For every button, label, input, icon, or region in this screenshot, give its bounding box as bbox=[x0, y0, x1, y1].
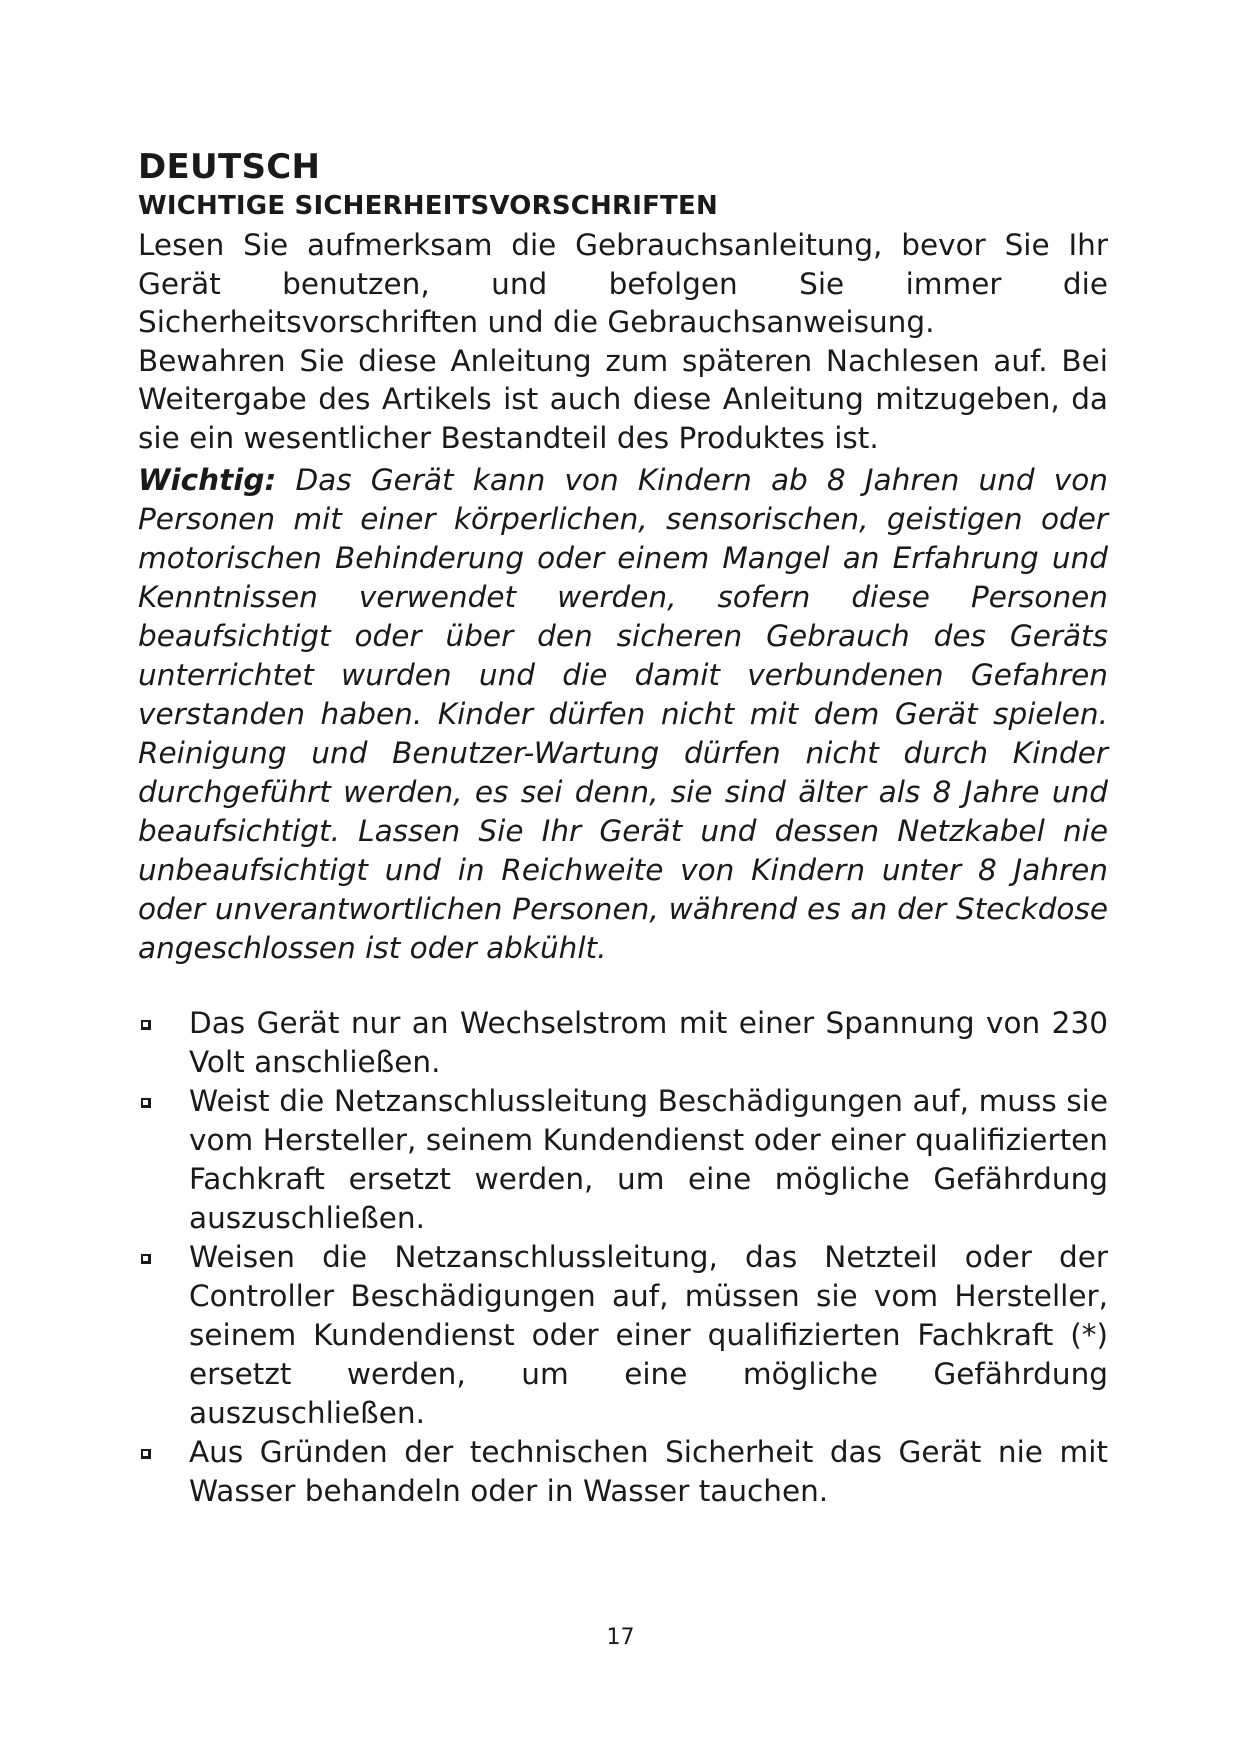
page-number: 17 bbox=[606, 1625, 635, 1650]
section-heading: WICHTIGE SICHERHEITSVORSCHRIFTEN bbox=[138, 191, 718, 221]
list-item-text: Weist die Netzanschlussleitung Beschädigungen auf, muss sie vom Hersteller, seinem Kundendienst oder einer qualifizierten Fachkraft ersetzt werden, um eine mögliche Gefährdung auszuschließen. bbox=[189, 1084, 1108, 1235]
square-bullet-icon bbox=[141, 1098, 151, 1108]
warning-paragraph bbox=[138, 461, 1108, 968]
list-item bbox=[138, 1433, 1108, 1511]
square-bullet-icon bbox=[141, 1020, 151, 1030]
warning-lead: Wichtig: bbox=[138, 463, 277, 497]
list-item bbox=[138, 1004, 1108, 1082]
list-item bbox=[138, 1238, 1108, 1433]
page-content bbox=[138, 146, 1108, 1511]
language-heading: DEUTSCH bbox=[138, 147, 321, 187]
keep-instructions-paragraph: Bewahren Sie diese Anleitung zum späteren Nachlesen auf. Bei Weitergabe des Artikels ist auch diese Anleitung mitzugeben, da sie ein wesentlicher Bestandteil des Produktes ist. bbox=[138, 343, 1108, 455]
list-item-text: Das Gerät nur an Wechselstrom mit einer Spannung von 230 Volt anschließen. bbox=[189, 1006, 1108, 1079]
warning-text: Das Gerät kann von Kindern ab 8 Jahren und von Personen mit einer körperlichen, sensorischen, geistigen oder motorischen Behinderung oder einem Mangel an Erfahrung und Kenntnissen verwendet werden, sofern diese Personen beaufsichtigt oder über den sicheren Gebrauch des Geräts unterrichtet wurden und die damit verbundenen Gefahren verstanden haben. Kinder dürfen nicht mit dem Gerät spielen. Reinigung und Benutzer-Wartung dürfen nicht durch Kinder durchgeführt werden, es sei denn, sie sind älter als 8 Jahre und beaufsichtigt. Lassen Sie Ihr Gerät und dessen Netzkabel nie unbeaufsichtigt und in Reichweite von Kindern unter 8 Jahren oder unverantwortlichen Personen, während es an der Steckdose angeschlossen ist oder abkühlt. bbox=[138, 463, 1108, 965]
square-bullet-icon bbox=[141, 1254, 151, 1264]
square-bullet-icon bbox=[141, 1449, 151, 1459]
intro-paragraph: Lesen Sie aufmerksam die Gebrauchsanleitung, bevor Sie Ihr Gerät benutzen, und befolgen Sie immer die Sicherheitsvorschriften und die Gebrauchsanweisung. bbox=[138, 228, 1108, 339]
list-item-text: Aus Gründen der technischen Sicherheit das Gerät nie mit Wasser behandeln oder in Wasser tauchen. bbox=[189, 1435, 1108, 1508]
safety-bullet-list bbox=[138, 1004, 1108, 1511]
list-item bbox=[138, 1082, 1108, 1238]
list-item-text: Weisen die Netzanschlussleitung, das Netzteil oder der Controller Beschädigungen auf, müssen sie vom Hersteller, seinem Kundendienst oder einer qualifizierten Fachkraft (*) ersetzt werden, um eine mögliche Gefährdung auszuschließen. bbox=[189, 1240, 1108, 1430]
